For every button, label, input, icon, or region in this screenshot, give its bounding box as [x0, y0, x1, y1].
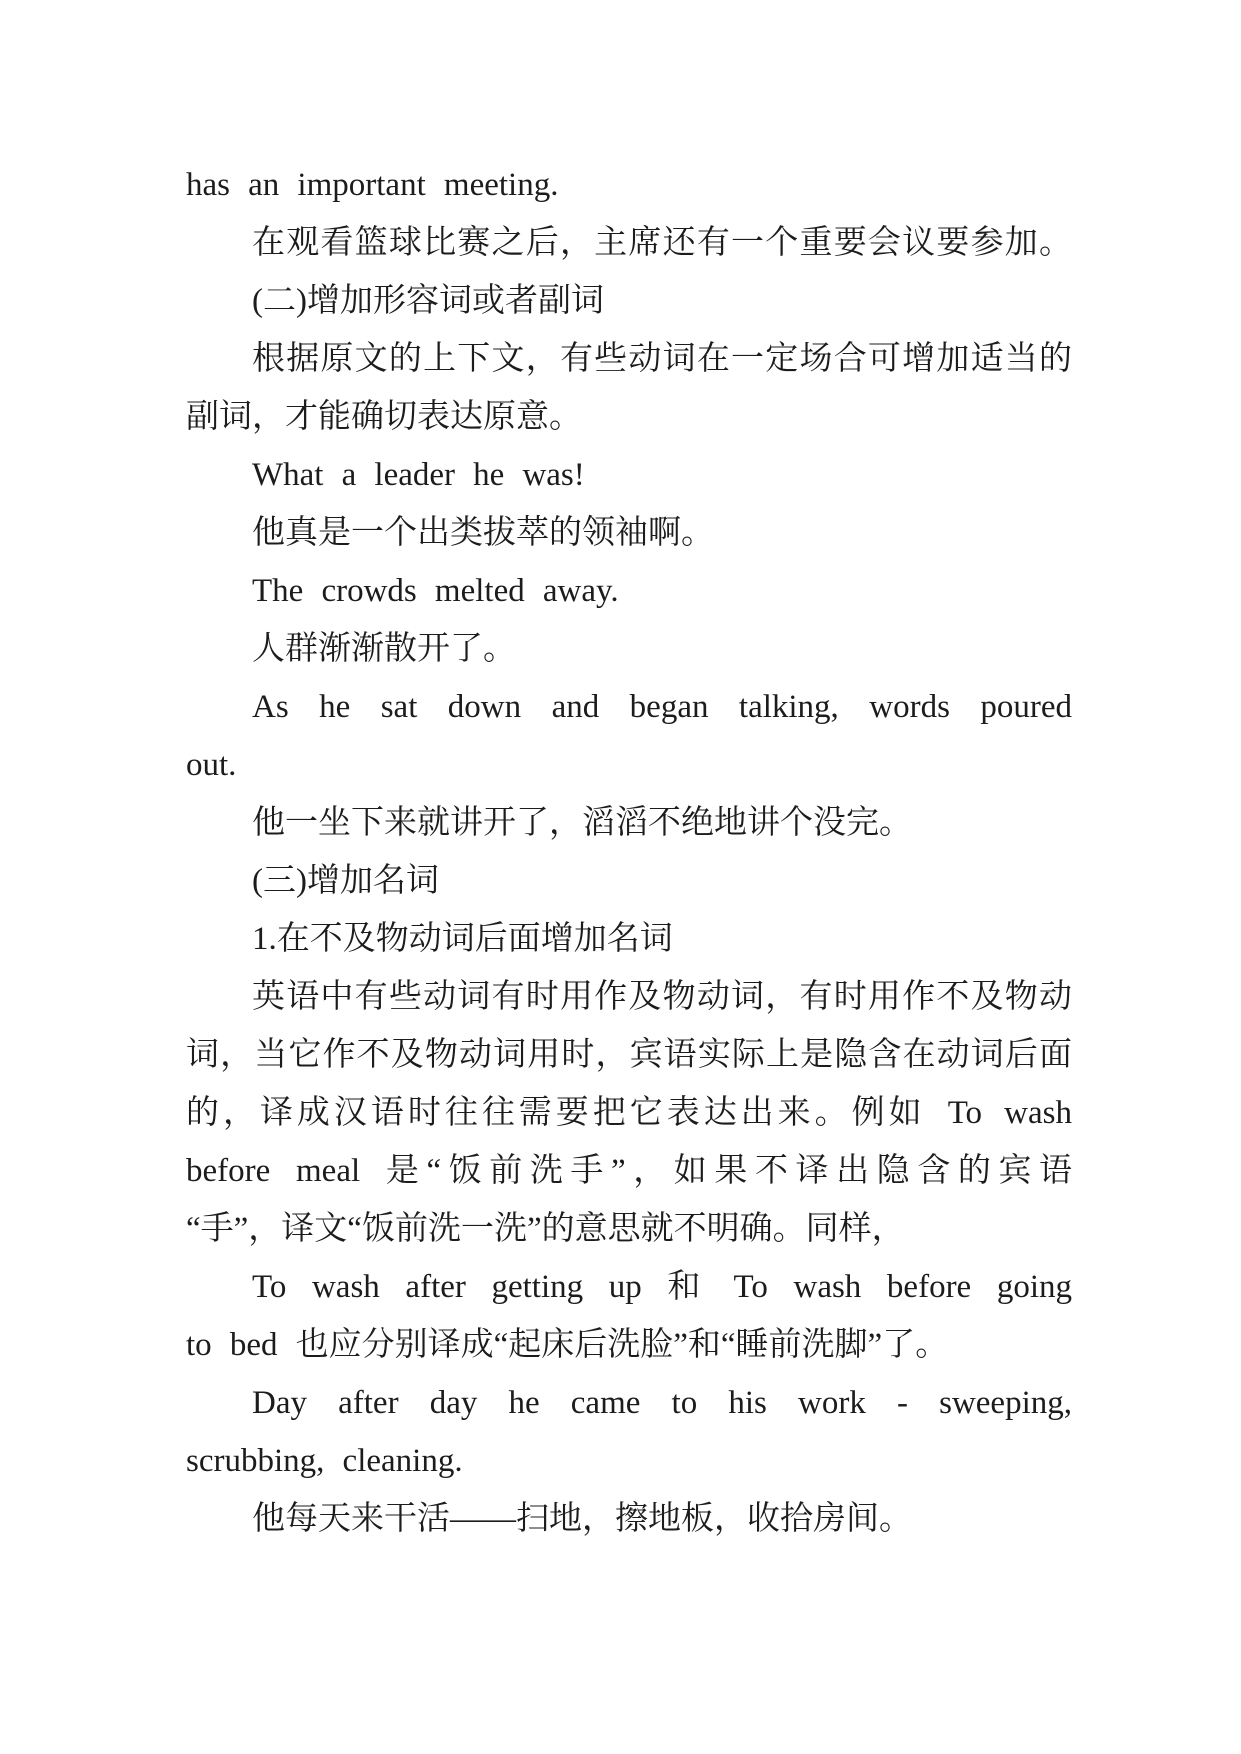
text-line: 他每天来干活——扫地，擦地板，收拾房间。	[252, 1501, 912, 1537]
text-line: What a leader he was!	[252, 457, 585, 493]
text-line: 词，当它作不及物动词用时，宾语实际上是隐含在动词后面	[186, 1037, 1072, 1073]
text-line: 人群渐渐散开了。	[252, 631, 516, 667]
text-line: out.	[186, 747, 237, 783]
text-line: 副词，才能确切表达原意。	[186, 399, 582, 435]
text-line: (二)增加形容词或者副词	[252, 283, 604, 319]
text-line: To wash after getting up 和 To wash before going	[252, 1269, 1072, 1305]
text-line: 的，译成汉语时往往需要把它表达出来。例如 To wash	[186, 1095, 1072, 1131]
text-line: 1.在不及物动词后面增加名词	[252, 921, 673, 957]
text-line: 在观看篮球比赛之后，主席还有一个重要会议要参加。	[252, 225, 1072, 261]
text-line: before meal 是“饭前洗手”，如果不译出隐含的宾语	[186, 1153, 1072, 1189]
text-line: scrubbing, cleaning.	[186, 1443, 463, 1479]
text-line: has an important meeting.	[186, 167, 559, 203]
text-line: 根据原文的上下文，有些动词在一定场合可增加适当的	[252, 341, 1072, 377]
text-line: The crowds melted away.	[252, 573, 619, 609]
text-line: 他真是一个出类拔萃的领袖啊。	[252, 515, 714, 551]
text-line: to bed 也应分别译成“起床后洗脸”和“睡前洗脚”了。	[186, 1327, 949, 1363]
text-line: (三)增加名词	[252, 863, 439, 899]
text-line: “手”，译文“饭前洗一洗”的意思就不明确。同样，	[186, 1211, 905, 1247]
text-line: 他一坐下来就讲开了，滔滔不绝地讲个没完。	[252, 805, 912, 841]
text-line: As he sat down and began talking, words poured	[252, 689, 1072, 725]
text-line: 英语中有些动词有时用作及物动词，有时用作不及物动	[252, 979, 1072, 1015]
text-line: Day after day he came to his work - sweeping,	[252, 1385, 1072, 1421]
document-content	[186, 156, 1072, 1548]
